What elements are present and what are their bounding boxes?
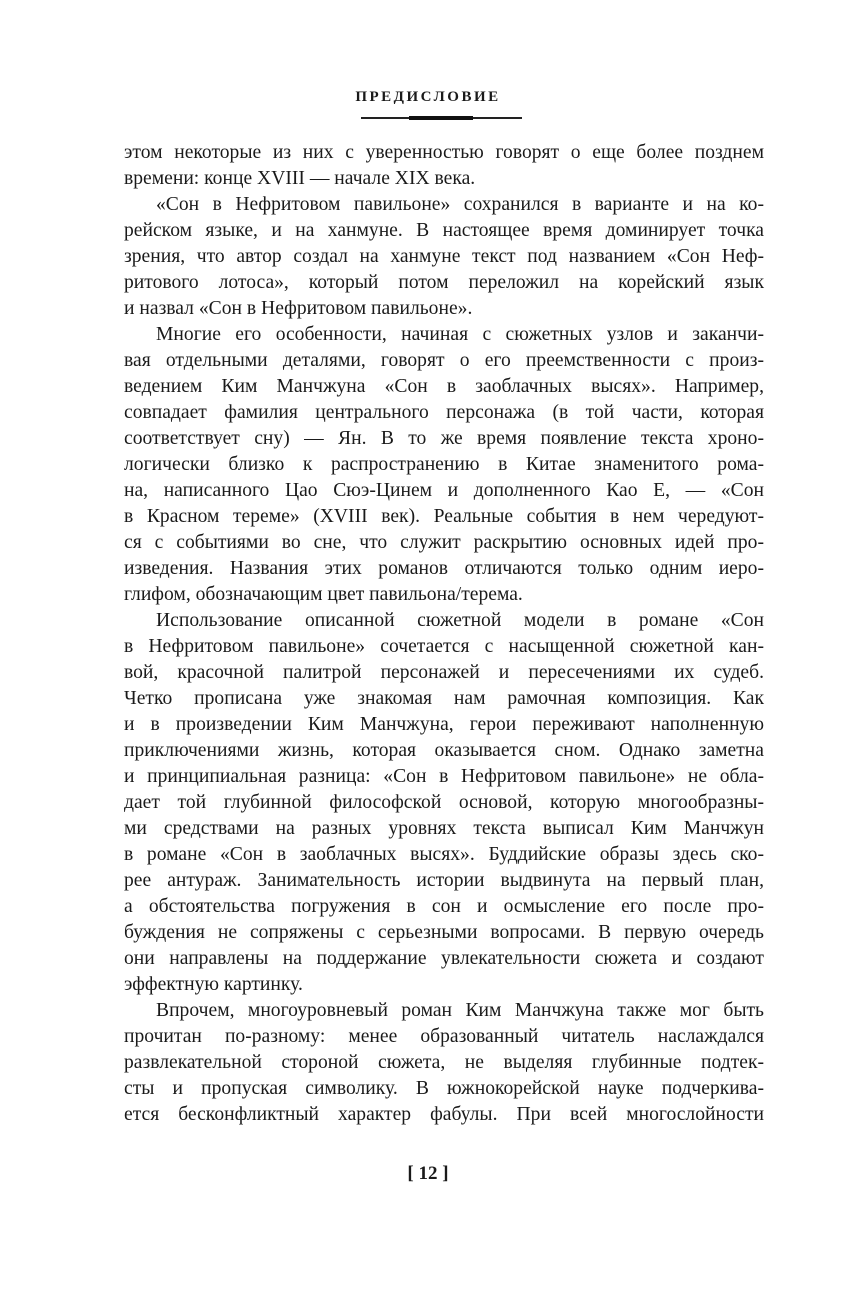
text-line: зрения, что автор создал на ханмуне текст под названием «Сон Неф- — [124, 246, 764, 267]
text-line: глифом, обозначающим цвет павильона/терема. — [124, 584, 523, 605]
text-line: этом некоторые из них с уверенностью говорят о еще более позднем — [124, 142, 764, 163]
text-line: Четко прописана уже знакомая нам рамочная композиция. Как — [124, 688, 764, 709]
text-line: ся с событиями во сне, что служит раскрытию основных идей про- — [124, 532, 764, 553]
text-line: эффектную картинку. — [124, 974, 303, 995]
page-number: [ 12 ] — [407, 1163, 449, 1184]
text-line: в Нефритовом павильоне» сочетается с насыщенной сюжетной кан- — [124, 636, 764, 657]
text-line: ется бесконфликтный характер фабулы. При всей многослойности — [124, 1104, 764, 1125]
text-line: и назвал «Сон в Нефритовом павильоне». — [124, 298, 473, 319]
text-line: Использование описанной сюжетной модели в романе «Сон — [156, 610, 764, 631]
text-line: дает той глубинной философской основой, которую многообразны- — [124, 792, 764, 813]
text-line: соответствует сну) — Ян. В то же время появление текста хроно- — [124, 428, 764, 449]
text-line: вая отдельными деталями, говорят о его преемственности с произ- — [124, 350, 764, 371]
text-line: развлекательной стороной сюжета, не выделяя глубинные подтек- — [124, 1052, 764, 1073]
text-line: в Красном тереме» (XVIII век). Реальные события в нем чередуют- — [124, 506, 764, 527]
text-line: Многие его особенности, начиная с сюжетных узлов и заканчи- — [156, 324, 764, 345]
text-line: времени: конце XVIII — начале XIX века. — [124, 168, 476, 189]
text-line: рее антураж. Занимательность истории выдвинута на первый план, — [124, 870, 764, 891]
text-line: приключениями жизнь, которая оказывается сном. Однако заметна — [124, 740, 764, 761]
text-line: логически близко к распространению в Китае знаменитого рома- — [124, 454, 764, 475]
text-line: а обстоятельства погружения в сон и осмысление его после про- — [124, 896, 764, 917]
header-rule-accent — [409, 116, 473, 120]
running-head: ПРЕДИСЛОВИЕ — [355, 89, 501, 105]
text-line: Впрочем, многоуровневый роман Ким Манчжуна также мог быть — [156, 1000, 764, 1021]
text-line: в романе «Сон в заоблачных высях». Буддийские образы здесь ско- — [124, 844, 764, 865]
text-line: буждения не сопряжены с серьезными вопросами. В первую очередь — [124, 922, 764, 943]
text-line: рейском языке, и на ханмуне. В настоящее время доминирует точка — [124, 220, 764, 241]
text-line: ми средствами на разных уровнях текста выписал Ким Манчжун — [124, 818, 764, 839]
text-line: и принципиальная разница: «Сон в Нефритовом павильоне» не обла- — [124, 766, 764, 787]
text-line: «Сон в Нефритовом павильоне» сохранился в варианте и на ко- — [156, 194, 764, 215]
body-text — [124, 140, 764, 1128]
text-line: вой, красочной палитрой персонажей и пересечениями их судеб. — [124, 662, 764, 683]
text-line: они направлены на поддержание увлекательности сюжета и создают — [124, 948, 764, 969]
text-line: изведения. Названия этих романов отличаются только одним иеро- — [124, 558, 764, 579]
text-line: ритового лотоса», который потом переложил на корейский язык — [124, 272, 764, 293]
text-line: совпадает фамилия центрального персонажа (в той части, которая — [124, 402, 764, 423]
text-line: на, написанного Цао Сюэ-Цинем и дополненного Као Е, — «Сон — [124, 480, 764, 501]
text-line: сты и пропуская символику. В южнокорейской науке подчеркива- — [124, 1078, 764, 1099]
text-line: и в произведении Ким Манчжуна, герои переживают наполненную — [124, 714, 764, 735]
text-line: ведением Ким Манчжуна «Сон в заоблачных высях». Например, — [124, 376, 764, 397]
text-line: прочитан по-разному: менее образованный читатель наслаждался — [124, 1026, 764, 1047]
